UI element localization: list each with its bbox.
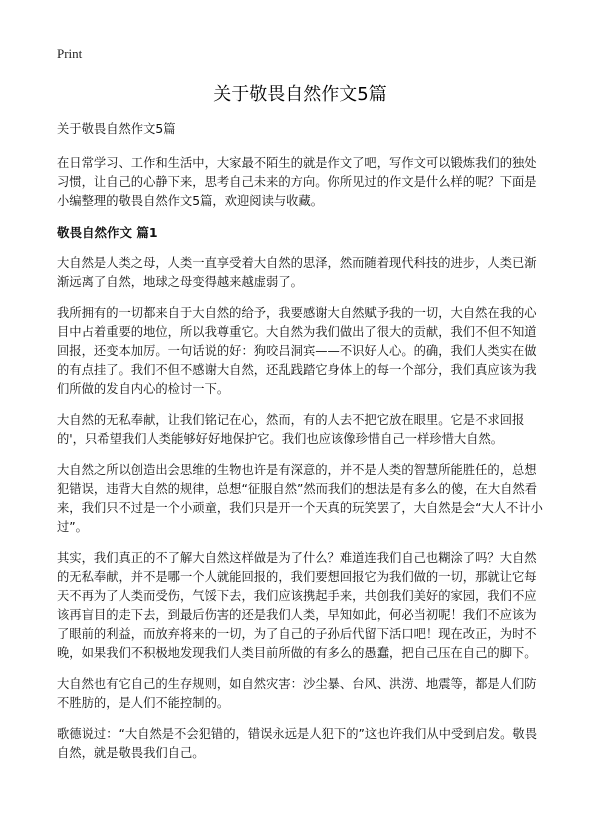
body-paragraph: 大自然的无私奉献，让我们铭记在心，然而，有的人去不把它放在眼里。它是不求回报的'，只希望我们人类能够好好地保护它。我们也应该像珍惜自己一样珍惜大自然。 [57,413,525,446]
document-title: 关于敬畏自然作文5篇 [213,84,387,105]
document-body [57,120,545,775]
body-paragraph: 我所拥有的一切都来自于大自然的给予，我要感谢大自然赋予我的一切，大自然在我的心目中占着重要的地位，所以我尊重它。大自然为我们做出了很大的贡献，我们不但不知道回报，还变本加厉。一句话说的好：狗咬吕洞宾——不识好人心。的确，我们人类实在做的有点挂了。我们不但不感谢大自然，还乱践踏它身体上的每一个部分，我们真应该为我们所做的发自内心的检讨一下。 [57,306,537,396]
print-label: Print [57,46,83,61]
section-heading: 敬畏自然作文 篇1 [57,225,158,240]
intro-paragraph: 在日常学习、工作和生活中，大家最不陌生的就是作文了吧，写作文可以锻炼我们的独处习惯，让自己的心静下来，思考自己未来的方向。你所见过的作文是什么样的呢？下面是小编整理的敬畏自然作文5篇，欢迎阅读与收藏。 [57,156,537,208]
body-paragraph: 大自然是人类之母，人类一直享受着大自然的思泽，然而随着现代科技的进步，人类已渐渐远离了自然，地球之母变得越来越虚弱了。 [57,256,537,289]
body-paragraph: 其实，我们真正的不了解大自然这样做是为了什么？难道连我们自己也糊涂了吗？大自然的无私奉献，并不是哪一个人就能回报的，我们要想回报它为我们做的一切，那就让它每天不再为了人类而受伤，气馁下去，我们应该携起手来，共创我们美好的家园，我们不应该再盲目的走下去，到最后伤害的还是我们人类，早知如此，何必当初呢！我们不应该为了眼前的利益，而放弃将来的一切，为了自己的子孙后代留下活口吧！现在改正，为时不晚，如果我们不积极地发现我们人类目前所做的有多么的愚蠢，把自己压在自己的脚下。 [57,551,537,660]
body-paragraph: 歌德说过：“大自然是不会犯错的，错误永远是人犯下的”这也许我们从中受到启发。敬畏自然，就是敬畏我们自己。 [57,727,538,760]
document-subtitle: 关于敬畏自然作文5篇 [57,122,176,136]
body-paragraph: 大自然也有它自己的生存规则，如自然灾害：沙尘暴、台风、洪涝、地震等，都是人们防不胜肪的，是人们不能控制的。 [57,677,537,710]
body-paragraph: 大自然之所以创造出会思维的生物也许是有深意的，并不是人类的智慧所能胜任的，总想犯错误，违背大自然的规律，总想“征服自然”然而我们的想法是有多么的傻，在大自然看来，我们只不过是一个小顽童，我们只是开一个天真的玩笑罢了，大自然是会“大人不计小过”。 [57,463,543,534]
